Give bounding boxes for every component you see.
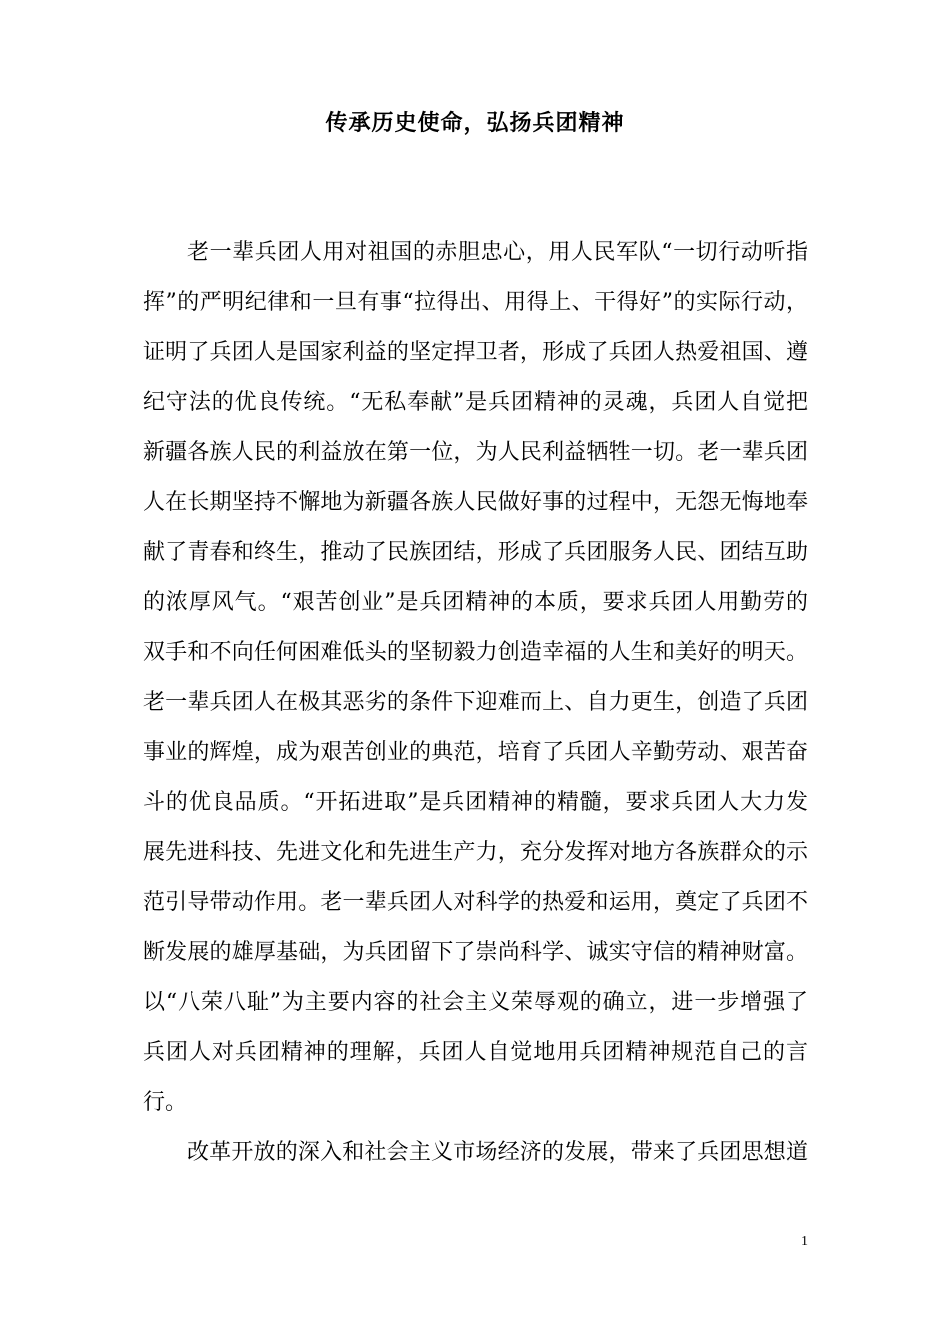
paragraph-line: 双手和不向任何困难低头的坚韧毅力创造幸福的人生和美好的明天。 <box>143 640 808 665</box>
paragraph-line: 斗的优良品质。“开拓进取”是兵团精神的精髓，要求兵团人大力发 <box>143 790 808 815</box>
paragraph-line: 人在长期坚持不懈地为新疆各族人民做好事的过程中，无怨无悔地奉 <box>143 490 808 515</box>
paragraph-line: 以“八荣八耻”为主要内容的社会主义荣辱观的确立，进一步增强了 <box>143 990 808 1015</box>
paragraph-line: 范引导带动作用。老一辈兵团人对科学的热爱和运用，奠定了兵团不 <box>143 890 808 915</box>
paragraph-line: 献了青春和终生，推动了民族团结，形成了兵团服务人民、团结互助 <box>143 540 808 565</box>
paragraph-line: 纪守法的优良传统。“无私奉献”是兵团精神的灵魂，兵团人自觉把 <box>143 390 808 415</box>
paragraph-line: 兵团人对兵团精神的理解，兵团人自觉地用兵团精神规范自己的言 <box>143 1040 808 1065</box>
paragraph-line: 断发展的雄厚基础，为兵团留下了崇尚科学、诚实守信的精神财富。 <box>143 940 808 965</box>
paragraph-line: 老一辈兵团人用对祖国的赤胆忠心，用人民军队“一切行动听指 <box>187 240 808 265</box>
paragraph-line: 行。 <box>143 1090 188 1115</box>
paragraph-line: 新疆各族人民的利益放在第一位，为人民利益牺牲一切。老一辈兵团 <box>143 440 808 465</box>
page-number: 1 <box>801 1234 808 1249</box>
document-title: 传承历史使命，弘扬兵团精神 <box>325 110 625 136</box>
paragraph-line: 事业的辉煌，成为艰苦创业的典范，培育了兵团人辛勤劳动、艰苦奋 <box>143 740 808 765</box>
paragraph-line: 证明了兵团人是国家利益的坚定捍卫者，形成了兵团人热爱祖国、遵 <box>143 340 808 365</box>
paragraph-line: 老一辈兵团人在极其恶劣的条件下迎难而上、自力更生，创造了兵团 <box>143 690 808 715</box>
paragraph-line: 展先进科技、先进文化和先进生产力，充分发挥对地方各族群众的示 <box>143 840 808 865</box>
paragraph-line: 改革开放的深入和社会主义市场经济的发展，带来了兵团思想道 <box>187 1140 808 1165</box>
document-body <box>143 228 808 1178</box>
paragraph-line: 的浓厚风气。“艰苦创业”是兵团精神的本质，要求兵团人用勤劳的 <box>143 590 808 615</box>
paragraph-line: 挥”的严明纪律和一旦有事“拉得出、用得上、干得好”的实际行动， <box>143 290 808 315</box>
